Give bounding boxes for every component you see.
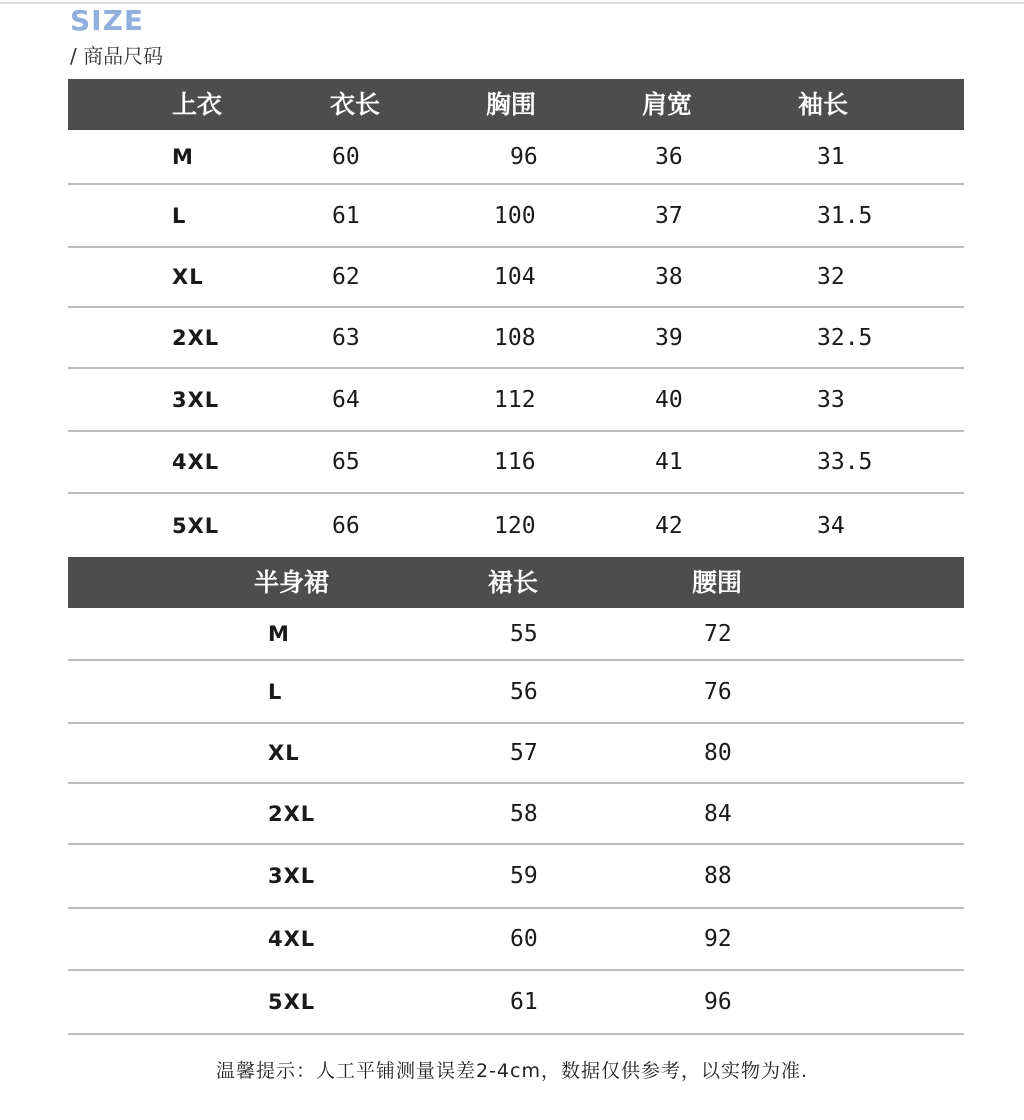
size-label: XL [172, 265, 204, 289]
size-label: L [172, 203, 187, 228]
tops-col-header-shoulder: 肩宽 [642, 90, 693, 119]
size-label: 4XL [268, 927, 316, 951]
size-label: M [172, 144, 194, 169]
size-label: L [268, 679, 283, 704]
skirt-length-value: 58 [510, 800, 538, 827]
shoulder-value: 37 [655, 202, 683, 229]
tops-col-header-type: 上衣 [172, 90, 223, 119]
size-label: 2XL [172, 325, 220, 350]
skirt-header-row [68, 557, 964, 608]
chest-value: 104 [494, 264, 536, 290]
size-label: 4XL [172, 450, 220, 474]
size-label: 5XL [268, 990, 316, 1014]
waist-value: 92 [704, 926, 732, 952]
sleeve-value: 34 [817, 512, 845, 539]
skirt-col-header-waist: 腰围 [692, 568, 743, 597]
table-row [68, 130, 964, 185]
waist-value: 80 [704, 740, 732, 766]
sleeve-value: 32.5 [817, 324, 873, 351]
skirt-size-table [68, 557, 964, 1035]
skirt-col-header-type: 半身裙 [254, 568, 330, 597]
waist-value: 84 [704, 800, 732, 827]
table-row [68, 432, 964, 494]
waist-value: 88 [704, 863, 732, 889]
table-row [68, 608, 964, 661]
sleeve-value: 32 [817, 264, 845, 290]
shoulder-value: 40 [655, 386, 683, 413]
size-label: XL [268, 741, 300, 765]
tops-col-header-chest: 胸围 [486, 90, 537, 119]
length-value: 64 [332, 386, 360, 413]
table-row [68, 845, 964, 909]
skirt-col-header-length: 裙长 [488, 568, 539, 597]
sleeve-value: 31 [817, 143, 845, 170]
chest-value: 116 [494, 449, 536, 475]
top-divider [0, 2, 1024, 4]
shoulder-value: 41 [655, 449, 683, 475]
size-title: SIZE [70, 4, 145, 37]
table-row [68, 724, 964, 784]
skirt-length-value: 55 [510, 620, 538, 647]
skirt-length-value: 57 [510, 740, 538, 766]
size-label: M [268, 621, 290, 646]
table-row [68, 661, 964, 724]
tops-size-table [68, 79, 964, 557]
shoulder-value: 39 [655, 324, 683, 351]
table-row [68, 909, 964, 971]
table-row [68, 494, 964, 557]
chest-value: 96 [510, 143, 538, 170]
size-label: 5XL [172, 513, 220, 538]
skirt-length-value: 61 [510, 989, 538, 1015]
waist-value: 72 [704, 620, 732, 647]
tops-col-header-sleeve: 袖长 [798, 90, 849, 119]
waist-value: 76 [704, 678, 732, 705]
table-row [68, 308, 964, 369]
chest-value: 100 [494, 202, 536, 229]
table-row [68, 185, 964, 248]
length-value: 65 [332, 449, 360, 475]
length-value: 66 [332, 512, 360, 539]
table-row [68, 971, 964, 1035]
skirt-length-value: 59 [510, 863, 538, 889]
table-row [68, 248, 964, 308]
chest-value: 120 [494, 512, 536, 539]
tops-header-row [68, 79, 964, 130]
sleeve-value: 33.5 [817, 449, 873, 475]
skirt-length-value: 56 [510, 678, 538, 705]
size-label: 3XL [268, 864, 316, 888]
chest-value: 112 [494, 386, 536, 413]
tops-col-header-length: 衣长 [330, 90, 381, 119]
shoulder-value: 36 [655, 143, 683, 170]
skirt-length-value: 60 [510, 926, 538, 952]
size-subtitle: / 商品尺码 [70, 44, 164, 68]
sleeve-value: 33 [817, 386, 845, 413]
shoulder-value: 38 [655, 264, 683, 290]
length-value: 60 [332, 143, 360, 170]
chest-value: 108 [494, 324, 536, 351]
sleeve-value: 31.5 [817, 202, 873, 229]
size-label: 2XL [268, 801, 316, 826]
length-value: 61 [332, 202, 360, 229]
length-value: 63 [332, 324, 360, 351]
measurement-note: 温馨提示：人工平铺测量误差2-4cm，数据仅供参考，以实物为准. [215, 1060, 809, 1082]
table-row [68, 369, 964, 432]
table-row [68, 784, 964, 845]
size-label: 3XL [172, 387, 220, 412]
waist-value: 96 [704, 989, 732, 1015]
shoulder-value: 42 [655, 512, 683, 539]
length-value: 62 [332, 264, 360, 290]
